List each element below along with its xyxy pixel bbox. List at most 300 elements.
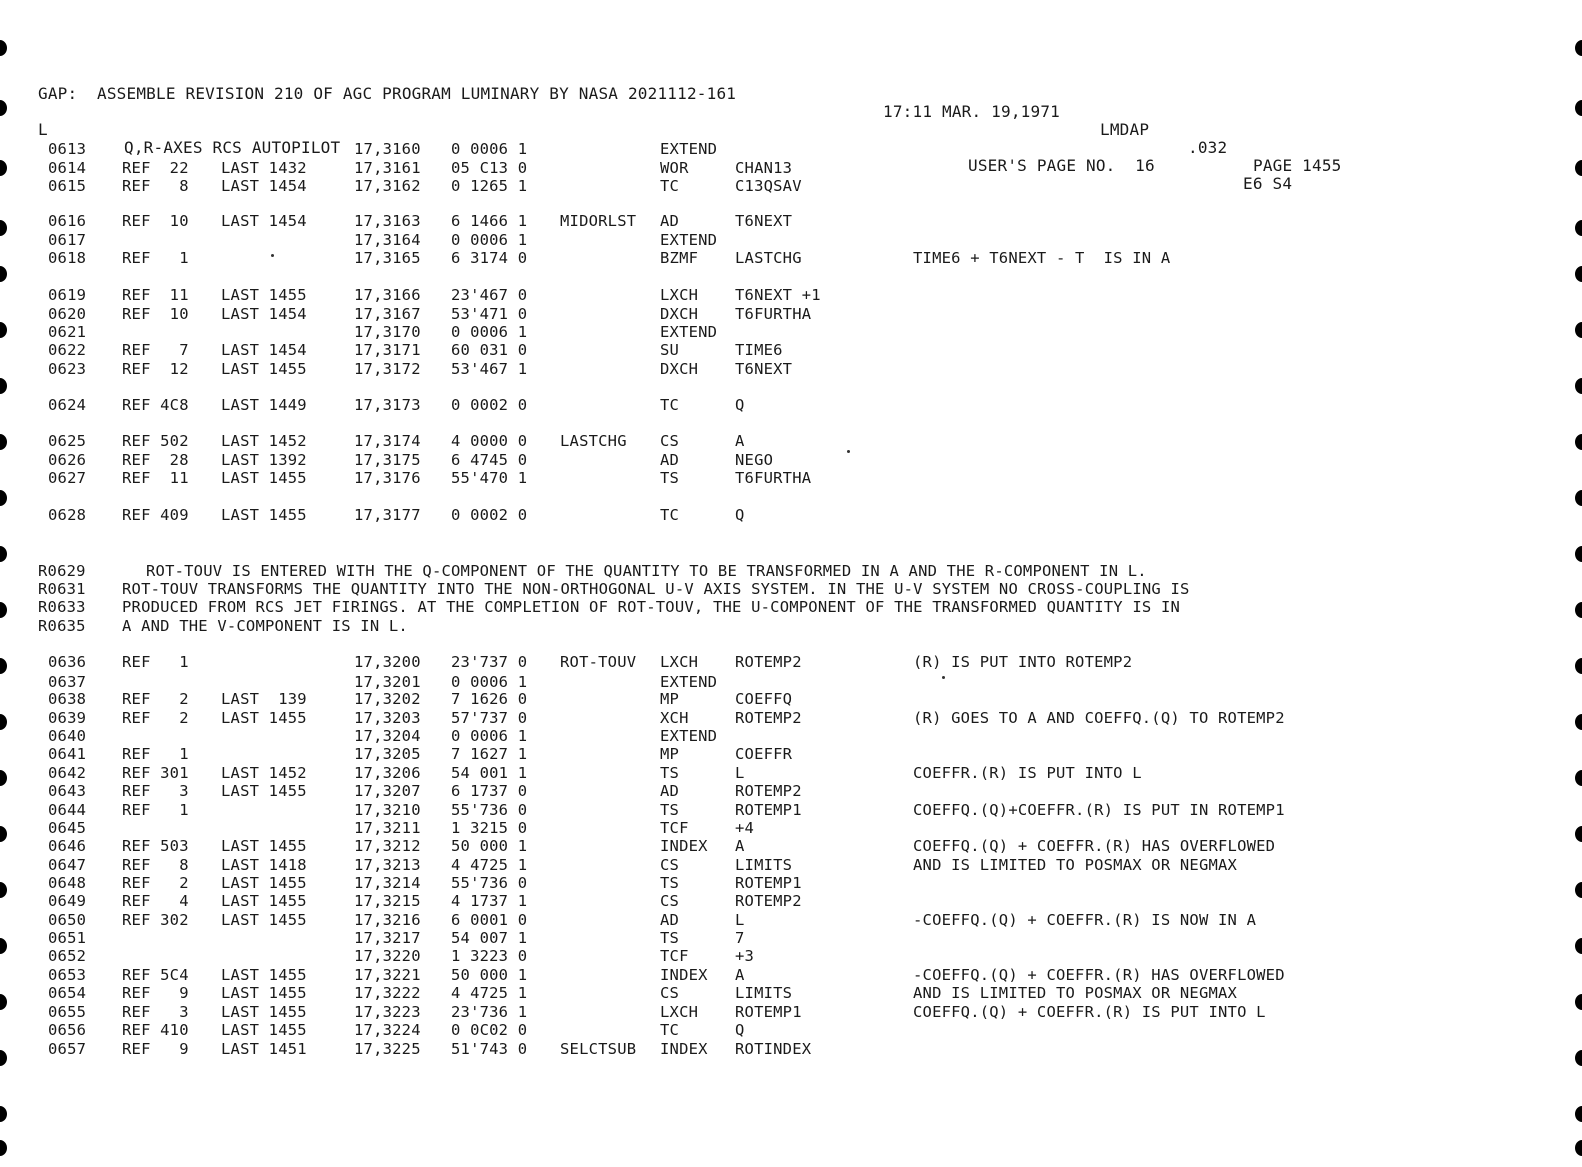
row-last: LAST 1455 bbox=[221, 782, 307, 800]
perforation-hole bbox=[1575, 826, 1582, 842]
row-ref: REF 8 bbox=[122, 856, 189, 874]
row-op: AD bbox=[660, 782, 680, 800]
row-op: TC bbox=[660, 177, 680, 195]
row-last: LAST 1454 bbox=[221, 177, 307, 195]
row-line: 0642 bbox=[48, 764, 87, 782]
row-op: EXTEND bbox=[660, 727, 718, 745]
row-operand: T6NEXT bbox=[735, 212, 793, 230]
row-op: EXTEND bbox=[660, 673, 718, 691]
row-line: 0614 bbox=[48, 159, 87, 177]
row-last: LAST 1455 bbox=[221, 1021, 307, 1039]
remark-text: A AND THE V-COMPONENT IS IN L. bbox=[122, 617, 408, 635]
row-last: LAST 1455 bbox=[221, 892, 307, 910]
row-code: 6 4745 0 bbox=[451, 451, 528, 469]
row-code: 55'736 0 bbox=[451, 874, 528, 892]
row-ref: REF 1 bbox=[122, 653, 189, 671]
row-line: 0617 bbox=[48, 231, 87, 249]
row-ref: REF 22 bbox=[122, 159, 189, 177]
row-op: CS bbox=[660, 892, 680, 910]
row-operand: ROTINDEX bbox=[735, 1040, 812, 1058]
row-op: AD bbox=[660, 911, 680, 929]
row-line: 0626 bbox=[48, 451, 87, 469]
row-ref: REF 301 bbox=[122, 764, 189, 782]
row-operand: T6FURTHA bbox=[735, 305, 812, 323]
row-addr: 17,3213 bbox=[354, 856, 421, 874]
row-code: 23'467 0 bbox=[451, 286, 528, 304]
row-line: 0636 bbox=[48, 653, 87, 671]
row-ref: REF 2 bbox=[122, 709, 189, 727]
row-last: LAST 139 bbox=[221, 690, 307, 708]
row-comment: COEFFQ.(Q) + COEFFR.(R) IS PUT INTO L bbox=[913, 1003, 1266, 1021]
row-operand: CHAN13 bbox=[735, 159, 793, 177]
row-comment: COEFFQ.(Q) + COEFFR.(R) HAS OVERFLOWED bbox=[913, 837, 1276, 855]
row-ref: REF 10 bbox=[122, 305, 189, 323]
row-addr: 17,3166 bbox=[354, 286, 421, 304]
perforation-hole bbox=[1575, 938, 1582, 954]
row-operand: T6NEXT +1 bbox=[735, 286, 821, 304]
perforation-hole bbox=[0, 322, 7, 338]
row-last: LAST 1455 bbox=[221, 360, 307, 378]
row-op: EXTEND bbox=[660, 231, 718, 249]
remark-text: PRODUCED FROM RCS JET FIRINGS. AT THE COMPLETION OF ROT-TOUV, THE U-COMPONENT OF THE TRANSFORMED QUANTITY IS IN bbox=[122, 598, 1181, 616]
row-code: 55'470 1 bbox=[451, 469, 528, 487]
row-operand: ROTEMP2 bbox=[735, 782, 802, 800]
perforation-hole bbox=[0, 882, 7, 898]
row-code: 23'736 1 bbox=[451, 1003, 528, 1021]
row-addr: 17,3201 bbox=[354, 673, 421, 691]
row-line: 0638 bbox=[48, 690, 87, 708]
perforation-hole bbox=[1575, 994, 1582, 1010]
row-line: 0652 bbox=[48, 947, 87, 965]
row-ref: REF 2 bbox=[122, 874, 189, 892]
row-op: EXTEND bbox=[660, 140, 718, 158]
row-op: CS bbox=[660, 856, 680, 874]
row-line: 0628 bbox=[48, 506, 87, 524]
row-ref: REF 302 bbox=[122, 911, 189, 929]
perforation-hole bbox=[0, 40, 7, 56]
perforation-hole bbox=[0, 1050, 7, 1066]
row-op: MP bbox=[660, 690, 680, 708]
row-addr: 17,3170 bbox=[354, 323, 421, 341]
row-operand: Q bbox=[735, 1021, 745, 1039]
remark-line-number: R0629 bbox=[38, 562, 86, 580]
row-addr: 17,3211 bbox=[354, 819, 421, 837]
perforation-hole bbox=[1575, 1050, 1582, 1066]
row-code: 50 000 1 bbox=[451, 837, 528, 855]
row-op: DXCH bbox=[660, 305, 699, 323]
row-op: CS bbox=[660, 432, 680, 450]
row-label: SELCTSUB bbox=[560, 1040, 637, 1058]
perforation-hole bbox=[0, 266, 7, 282]
row-code: 23'737 0 bbox=[451, 653, 528, 671]
row-line: 0657 bbox=[48, 1040, 87, 1058]
row-operand: COEFFQ bbox=[735, 690, 793, 708]
row-ref: REF 3 bbox=[122, 1003, 189, 1021]
row-addr: 17,3172 bbox=[354, 360, 421, 378]
perforation-hole bbox=[1575, 546, 1582, 562]
row-op: LXCH bbox=[660, 286, 699, 304]
row-code: 7 1627 1 bbox=[451, 745, 528, 763]
row-code: 54 007 1 bbox=[451, 929, 528, 947]
page-tag: E6 S4 bbox=[1243, 174, 1293, 193]
perforation-hole bbox=[0, 938, 7, 954]
row-last: LAST 1452 bbox=[221, 432, 307, 450]
section-title: Q,R-AXES RCS AUTOPILOT bbox=[124, 138, 341, 157]
row-code: 0 0002 0 bbox=[451, 506, 528, 524]
row-addr: 17,3173 bbox=[354, 396, 421, 414]
page-number: PAGE 1455 bbox=[1253, 156, 1342, 175]
row-addr: 17,3202 bbox=[354, 690, 421, 708]
remark-line-number: R0635 bbox=[38, 617, 86, 635]
row-operand: NEGO bbox=[735, 451, 774, 469]
row-last: LAST 1418 bbox=[221, 856, 307, 874]
row-line: 0644 bbox=[48, 801, 87, 819]
perforation-hole bbox=[0, 220, 7, 236]
row-addr: 17,3216 bbox=[354, 911, 421, 929]
row-last: LAST 1455 bbox=[221, 469, 307, 487]
version-number: .032 bbox=[1188, 138, 1228, 157]
row-addr: 17,3207 bbox=[354, 782, 421, 800]
row-addr: 17,3205 bbox=[354, 745, 421, 763]
row-comment: (R) GOES TO A AND COEFFQ.(Q) TO ROTEMP2 bbox=[913, 709, 1285, 727]
row-ref: REF 4 bbox=[122, 892, 189, 910]
row-line: 0623 bbox=[48, 360, 87, 378]
row-operand: T6NEXT bbox=[735, 360, 793, 378]
row-code: 6 1737 0 bbox=[451, 782, 528, 800]
row-line: 0619 bbox=[48, 286, 87, 304]
section-tag: L bbox=[38, 120, 48, 139]
perforation-hole bbox=[0, 826, 7, 842]
assembly-title: GAP: ASSEMBLE REVISION 210 OF AGC PROGRAM LUMINARY BY NASA 2021112-161 bbox=[38, 84, 737, 103]
row-addr: 17,3220 bbox=[354, 947, 421, 965]
row-addr: 17,3176 bbox=[354, 469, 421, 487]
row-addr: 17,3175 bbox=[354, 451, 421, 469]
row-label: ROT-TOUV bbox=[560, 653, 637, 671]
row-code: 1 3223 0 bbox=[451, 947, 528, 965]
row-line: 0640 bbox=[48, 727, 87, 745]
row-ref: REF 28 bbox=[122, 451, 189, 469]
row-comment: (R) IS PUT INTO ROTEMP2 bbox=[913, 653, 1133, 671]
row-code: 55'736 0 bbox=[451, 801, 528, 819]
row-line: 0616 bbox=[48, 212, 87, 230]
remark-line-number: R0633 bbox=[38, 598, 86, 616]
row-operand: ROTEMP1 bbox=[735, 1003, 802, 1021]
row-operand: T6FURTHA bbox=[735, 469, 812, 487]
row-op: CS bbox=[660, 984, 680, 1002]
row-line: 0649 bbox=[48, 892, 87, 910]
row-line: 0650 bbox=[48, 911, 87, 929]
row-ref: REF 12 bbox=[122, 360, 189, 378]
row-line: 0620 bbox=[48, 305, 87, 323]
perforation-hole bbox=[1575, 882, 1582, 898]
users-page-number: USER'S PAGE NO. 16 bbox=[968, 156, 1155, 175]
row-ref: REF 9 bbox=[122, 1040, 189, 1058]
row-line: 0643 bbox=[48, 782, 87, 800]
row-ref: REF 409 bbox=[122, 506, 189, 524]
row-op: AD bbox=[660, 451, 680, 469]
row-line: 0651 bbox=[48, 929, 87, 947]
row-ref: REF 8 bbox=[122, 177, 189, 195]
row-operand: A bbox=[735, 432, 745, 450]
row-code: 4 0000 0 bbox=[451, 432, 528, 450]
row-line: 0645 bbox=[48, 819, 87, 837]
row-operand: Q bbox=[735, 506, 745, 524]
row-operand: 7 bbox=[735, 929, 745, 947]
row-operand: +3 bbox=[735, 947, 755, 965]
row-op: EXTEND bbox=[660, 323, 718, 341]
row-code: 0 0006 1 bbox=[451, 140, 528, 158]
perforation-hole bbox=[0, 714, 7, 730]
row-last: LAST 1455 bbox=[221, 911, 307, 929]
row-addr: 17,3161 bbox=[354, 159, 421, 177]
row-line: 0618 bbox=[48, 249, 87, 267]
row-operand: A bbox=[735, 966, 745, 984]
row-op: INDEX bbox=[660, 1040, 708, 1058]
right-perforation-strip bbox=[1575, 0, 1582, 1167]
row-op: BZMF bbox=[660, 249, 699, 267]
row-code: 1 3215 0 bbox=[451, 819, 528, 837]
left-perforation-strip bbox=[0, 0, 7, 1167]
row-comment: -COEFFQ.(Q) + COEFFR.(R) IS NOW IN A bbox=[913, 911, 1257, 929]
row-op: TS bbox=[660, 801, 680, 819]
row-op: INDEX bbox=[660, 837, 708, 855]
row-operand: C13QSAV bbox=[735, 177, 802, 195]
row-ref: REF 11 bbox=[122, 469, 189, 487]
row-addr: 17,3200 bbox=[354, 653, 421, 671]
row-addr: 17,3177 bbox=[354, 506, 421, 524]
timestamp: 17:11 MAR. 19,1971 bbox=[883, 102, 1060, 121]
row-addr: 17,3206 bbox=[354, 764, 421, 782]
row-last: LAST 1449 bbox=[221, 396, 307, 414]
row-line: 0641 bbox=[48, 745, 87, 763]
row-line: 0655 bbox=[48, 1003, 87, 1021]
row-line: 0647 bbox=[48, 856, 87, 874]
row-ref: REF 410 bbox=[122, 1021, 189, 1039]
row-op: SU bbox=[660, 341, 680, 359]
perforation-hole bbox=[0, 160, 7, 176]
perforation-hole bbox=[1575, 658, 1582, 674]
row-comment: TIME6 + T6NEXT - T IS IN A bbox=[913, 249, 1171, 267]
paper-speck bbox=[847, 450, 850, 453]
perforation-hole bbox=[0, 434, 7, 450]
row-comment: COEFFR.(R) IS PUT INTO L bbox=[913, 764, 1142, 782]
row-code: 6 3174 0 bbox=[451, 249, 528, 267]
row-operand: ROTEMP2 bbox=[735, 709, 802, 727]
perforation-hole bbox=[0, 602, 7, 618]
row-label: LASTCHG bbox=[560, 432, 627, 450]
row-operand: COEFFR bbox=[735, 745, 793, 763]
row-op: TS bbox=[660, 764, 680, 782]
row-comment: AND IS LIMITED TO POSMAX OR NEGMAX bbox=[913, 856, 1238, 874]
perforation-hole bbox=[0, 658, 7, 674]
row-code: 51'743 0 bbox=[451, 1040, 528, 1058]
row-code: 0 0002 0 bbox=[451, 396, 528, 414]
row-line: 0624 bbox=[48, 396, 87, 414]
remark-line-number: R0631 bbox=[38, 580, 86, 598]
row-last: LAST 1454 bbox=[221, 305, 307, 323]
row-operand: +4 bbox=[735, 819, 755, 837]
row-line: 0613 bbox=[48, 140, 87, 158]
row-line: 0656 bbox=[48, 1021, 87, 1039]
row-last: LAST 1455 bbox=[221, 709, 307, 727]
row-code: 0 0006 1 bbox=[451, 673, 528, 691]
row-operand: ROTEMP2 bbox=[735, 892, 802, 910]
row-comment: COEFFQ.(Q)+COEFFR.(R) IS PUT IN ROTEMP1 bbox=[913, 801, 1285, 819]
row-ref: REF 1 bbox=[122, 249, 189, 267]
row-last: LAST 1455 bbox=[221, 984, 307, 1002]
row-addr: 17,3204 bbox=[354, 727, 421, 745]
row-last: LAST 1455 bbox=[221, 506, 307, 524]
row-code: 0 0006 1 bbox=[451, 727, 528, 745]
row-code: 4 4725 1 bbox=[451, 984, 528, 1002]
row-op: TS bbox=[660, 874, 680, 892]
row-addr: 17,3160 bbox=[354, 140, 421, 158]
row-addr: 17,3215 bbox=[354, 892, 421, 910]
row-operand: A bbox=[735, 837, 745, 855]
row-ref: REF 11 bbox=[122, 286, 189, 304]
row-addr: 17,3165 bbox=[354, 249, 421, 267]
row-operand: L bbox=[735, 764, 745, 782]
row-op: XCH bbox=[660, 709, 689, 727]
perforation-hole bbox=[1575, 1140, 1582, 1156]
perforation-hole bbox=[0, 490, 7, 506]
perforation-hole bbox=[1575, 322, 1582, 338]
row-last: LAST 1455 bbox=[221, 837, 307, 855]
row-code: 4 4725 1 bbox=[451, 856, 528, 874]
row-ref: REF 10 bbox=[122, 212, 189, 230]
perforation-hole bbox=[1575, 1106, 1582, 1122]
row-addr: 17,3222 bbox=[354, 984, 421, 1002]
row-last: LAST 1455 bbox=[221, 1003, 307, 1021]
row-line: 0654 bbox=[48, 984, 87, 1002]
row-op: AD bbox=[660, 212, 680, 230]
perforation-hole bbox=[0, 1140, 7, 1156]
perforation-hole bbox=[1575, 378, 1582, 394]
row-addr: 17,3210 bbox=[354, 801, 421, 819]
row-code: 57'737 0 bbox=[451, 709, 528, 727]
row-last: LAST 1454 bbox=[221, 341, 307, 359]
paper-speck bbox=[271, 254, 274, 257]
row-code: 0 0C02 0 bbox=[451, 1021, 528, 1039]
row-operand: LIMITS bbox=[735, 984, 793, 1002]
row-addr: 17,3167 bbox=[354, 305, 421, 323]
row-addr: 17,3217 bbox=[354, 929, 421, 947]
row-code: 05 C13 0 bbox=[451, 159, 528, 177]
row-ref: REF 7 bbox=[122, 341, 189, 359]
row-ref: REF 4C8 bbox=[122, 396, 189, 414]
row-ref: REF 503 bbox=[122, 837, 189, 855]
perforation-hole bbox=[0, 378, 7, 394]
perforation-hole bbox=[1575, 490, 1582, 506]
row-line: 0625 bbox=[48, 432, 87, 450]
row-operand: LIMITS bbox=[735, 856, 793, 874]
row-addr: 17,3225 bbox=[354, 1040, 421, 1058]
row-op: DXCH bbox=[660, 360, 699, 378]
row-ref: REF 9 bbox=[122, 984, 189, 1002]
row-line: 0639 bbox=[48, 709, 87, 727]
row-ref: REF 502 bbox=[122, 432, 189, 450]
row-operand: Q bbox=[735, 396, 745, 414]
row-operand: TIME6 bbox=[735, 341, 783, 359]
row-operand: ROTEMP1 bbox=[735, 801, 802, 819]
row-op: TS bbox=[660, 929, 680, 947]
row-ref: REF 1 bbox=[122, 745, 189, 763]
row-label: MIDORLST bbox=[560, 212, 637, 230]
row-line: 0621 bbox=[48, 323, 87, 341]
row-ref: REF 1 bbox=[122, 801, 189, 819]
perforation-hole bbox=[1575, 770, 1582, 786]
row-addr: 17,3221 bbox=[354, 966, 421, 984]
perforation-hole bbox=[1575, 714, 1582, 730]
perforation-hole bbox=[0, 100, 7, 116]
row-code: 6 1466 1 bbox=[451, 212, 528, 230]
row-comment: AND IS LIMITED TO POSMAX OR NEGMAX bbox=[913, 984, 1238, 1002]
row-last: LAST 1455 bbox=[221, 966, 307, 984]
row-code: 0 1265 1 bbox=[451, 177, 528, 195]
row-code: 53'471 0 bbox=[451, 305, 528, 323]
row-addr: 17,3212 bbox=[354, 837, 421, 855]
perforation-hole bbox=[0, 546, 7, 562]
row-last: LAST 1451 bbox=[221, 1040, 307, 1058]
perforation-hole bbox=[0, 994, 7, 1010]
row-last: LAST 1392 bbox=[221, 451, 307, 469]
row-comment: -COEFFQ.(Q) + COEFFR.(R) HAS OVERFLOWED bbox=[913, 966, 1285, 984]
row-addr: 17,3164 bbox=[354, 231, 421, 249]
perforation-hole bbox=[1575, 220, 1582, 236]
perforation-hole bbox=[1575, 602, 1582, 618]
perforation-hole bbox=[1575, 100, 1582, 116]
row-line: 0646 bbox=[48, 837, 87, 855]
row-op: LXCH bbox=[660, 1003, 699, 1021]
row-last: LAST 1455 bbox=[221, 874, 307, 892]
row-code: 0 0006 1 bbox=[451, 323, 528, 341]
row-op: TCF bbox=[660, 819, 689, 837]
row-ref: REF 5C4 bbox=[122, 966, 189, 984]
row-code: 6 0001 0 bbox=[451, 911, 528, 929]
row-addr: 17,3214 bbox=[354, 874, 421, 892]
row-code: 60 031 0 bbox=[451, 341, 528, 359]
module-name: LMDAP bbox=[1100, 120, 1150, 139]
row-last: LAST 1432 bbox=[221, 159, 307, 177]
row-addr: 17,3174 bbox=[354, 432, 421, 450]
row-ref: REF 3 bbox=[122, 782, 189, 800]
perforation-hole bbox=[0, 1106, 7, 1122]
row-code: 53'467 1 bbox=[451, 360, 528, 378]
row-code: 0 0006 1 bbox=[451, 231, 528, 249]
row-addr: 17,3223 bbox=[354, 1003, 421, 1021]
row-op: INDEX bbox=[660, 966, 708, 984]
paper-speck bbox=[942, 676, 945, 679]
row-last: LAST 1452 bbox=[221, 764, 307, 782]
row-addr: 17,3171 bbox=[354, 341, 421, 359]
row-line: 0653 bbox=[48, 966, 87, 984]
row-operand: L bbox=[735, 911, 745, 929]
row-op: WOR bbox=[660, 159, 689, 177]
row-line: 0648 bbox=[48, 874, 87, 892]
row-op: TC bbox=[660, 1021, 680, 1039]
perforation-hole bbox=[1575, 40, 1582, 56]
perforation-hole bbox=[1575, 160, 1582, 176]
row-op: TCF bbox=[660, 947, 689, 965]
row-op: TC bbox=[660, 396, 680, 414]
row-operand: ROTEMP1 bbox=[735, 874, 802, 892]
row-operand: ROTEMP2 bbox=[735, 653, 802, 671]
row-code: 4 1737 1 bbox=[451, 892, 528, 910]
perforation-hole bbox=[1575, 266, 1582, 282]
remark-text: ROT-TOUV IS ENTERED WITH THE Q-COMPONENT OF THE QUANTITY TO BE TRANSFORMED IN A AND THE R-COMPONENT IN L. bbox=[146, 562, 1147, 580]
row-code: 7 1626 0 bbox=[451, 690, 528, 708]
row-addr: 17,3163 bbox=[354, 212, 421, 230]
